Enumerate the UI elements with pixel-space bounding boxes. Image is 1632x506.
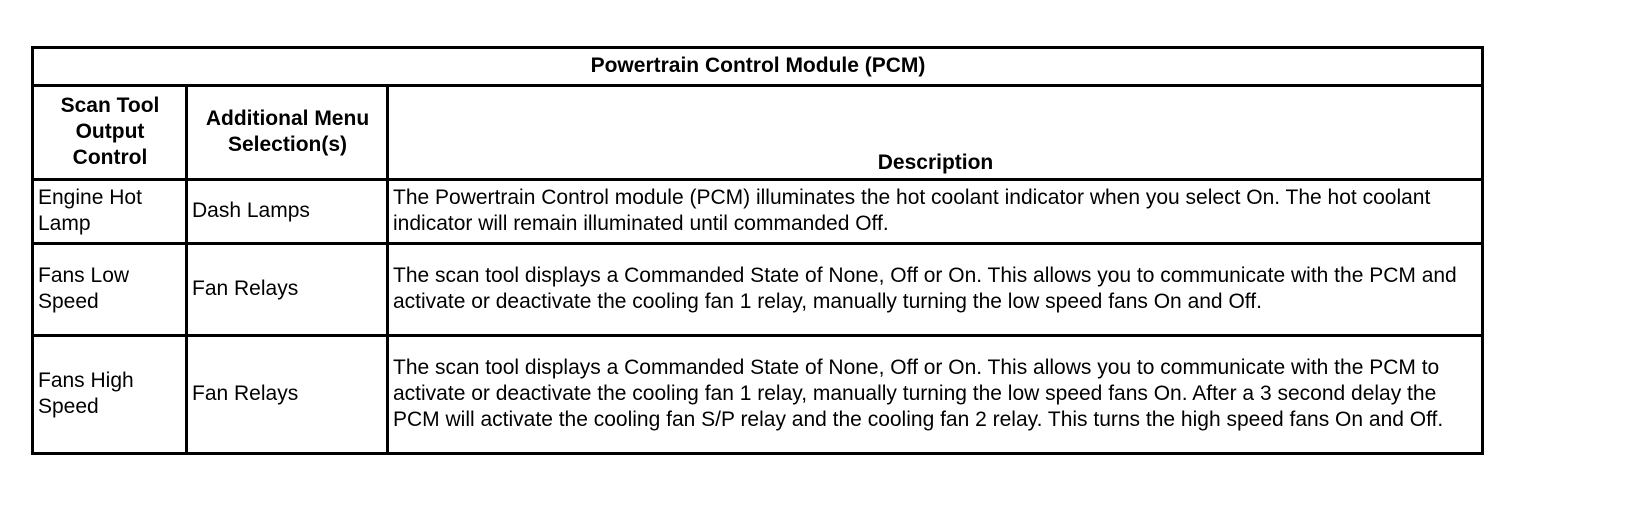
description-cell: The scan tool displays a Commanded State of None, Off or On. This allows you to communicate with the PCM and activate or deactivate the cooling fan 1 relay, manually turning the low speed fans On and Off. xyxy=(388,244,1483,336)
output-control-cell: Fans Low Speed xyxy=(33,244,187,336)
description-cell: The scan tool displays a Commanded State of None, Off or On. This allows you to communicate with the PCM to activate or deactivate the cooling fan 1 relay, manually turning the low speed fans On. After a 3 second delay the PCM will activate the cooling fan S/P relay and the cooling fan 2 relay. This turns the high speed fans On and Off. xyxy=(388,336,1483,454)
header-scan-tool-output-control: Scan Tool Output Control xyxy=(33,86,187,180)
column-header-row xyxy=(33,86,1483,180)
pcm-output-control-table xyxy=(31,46,1484,455)
table-row xyxy=(33,336,1483,454)
output-control-cell: Fans High Speed xyxy=(33,336,187,454)
header-additional-menu-selections: Additional Menu Selection(s) xyxy=(187,86,388,180)
output-control-cell: Engine Hot Lamp xyxy=(33,180,187,244)
table-title: Powertrain Control Module (PCM) xyxy=(33,48,1483,86)
menu-selection-cell: Dash Lamps xyxy=(187,180,388,244)
table-row xyxy=(33,244,1483,336)
table-row xyxy=(33,180,1483,244)
table-title-row xyxy=(33,48,1483,86)
menu-selection-cell: Fan Relays xyxy=(187,244,388,336)
description-cell: The Powertrain Control module (PCM) illuminates the hot coolant indicator when you select On. The hot coolant indicator will remain illuminated until commanded Off. xyxy=(388,180,1483,244)
header-description: Description xyxy=(388,86,1483,180)
menu-selection-cell: Fan Relays xyxy=(187,336,388,454)
